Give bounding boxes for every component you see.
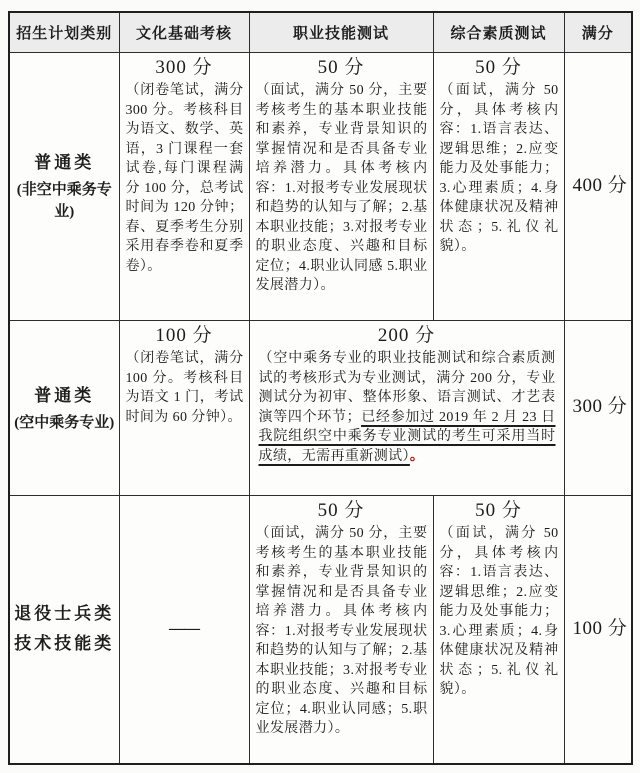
header-cell-skill-test: 职业技能测试 (249, 12, 433, 52)
category-name: 普通类 (34, 385, 95, 405)
description-normal-segment: （空中乘务专业的职业技能测试和综合素质测试的考核形式为专业测试，满分 200 分，专业测试分为初审、整体形象、语言测试、才艺表演等四个环节； (258, 351, 556, 425)
cell-quality-test (433, 495, 564, 764)
cell-quality-test (433, 52, 564, 320)
cell-culture-exam-dash: —— (119, 495, 249, 764)
score-value: 50 分 (317, 499, 365, 521)
cell-skill-test (249, 52, 433, 320)
cell-skill-test (249, 495, 433, 764)
score-description: （面试，满分 50 分，具体考核内容：1.语言表达、逻辑思维；2.应变能力及处事能力；3.心理素质；4.身体健康状况及精神状态；5.礼仪礼貌）。 (439, 526, 559, 698)
cell-full-score: 300 分 (564, 320, 632, 495)
admission-exam-table (8, 11, 633, 765)
score-description: （面试，满分 50 分，主要考核考生的基本职业技能和素养，专业背景知识的掌握情况和是否具备专业培养潜力。具体考核内容：1.对报考专业发展现状和趋势的认知与了解；2.基本职业技能；3.对报考专业的职业态度、兴趣和目标定位；4.职业认同感 5.职业发展潜力）。 (255, 83, 428, 294)
header-row (9, 12, 632, 52)
table-row-veterans-technical (9, 495, 632, 764)
cell-category (9, 320, 119, 495)
score-description: （闭卷笔试，满分 300 分。考核科目为语文、数学、英语，3 门课程一套试卷,每门课程满分 100 分，总考试时间为 120 分钟；春、夏季考生分别采用春季卷和夏季卷）。 (125, 83, 244, 274)
score-value: 50 分 (475, 56, 522, 78)
category-name: 普通类 (34, 153, 95, 173)
category-name-line2: 技术技能类 (14, 634, 115, 654)
cell-culture-exam (119, 320, 249, 495)
header-cell-quality-test: 综合素质测试 (433, 12, 564, 52)
score-value: 50 分 (475, 499, 522, 521)
cell-category (9, 495, 119, 764)
score-value: 300 分 (155, 56, 213, 78)
description-red-period: 。 (409, 448, 425, 464)
score-description: （面试，满分 50 分，主要考核考生的基本职业技能和素养，专业背景知识的掌握情况和是否具备专业培养潜力。具体考核内容：1.对报考专业发展现状和趋势的认知与了解；2.基本职业技能；3.对报考专业的职业态度、兴趣和目标定位；4.职业认同感；5.职业发展潜力）。 (255, 526, 428, 737)
cell-full-score: 100 分 (564, 495, 632, 764)
category-subname: (非空中乘务专业) (16, 181, 112, 221)
cell-culture-exam (119, 52, 249, 320)
score-description: （面试，满分 50 分，具体考核内容：1.语言表达、逻辑思维；2.应变能力及处事能力；3.心理素质；4.身体健康状况及精神状态；5.礼仪礼貌）。 (439, 83, 559, 255)
score-value: 50 分 (317, 56, 365, 78)
table-row-general-cabin-crew (9, 320, 632, 495)
header-cell-category: 招生计划类别 (9, 12, 119, 52)
category-name: 退役士兵类 (14, 603, 115, 623)
score-description (250, 348, 564, 469)
category-subname: (空中乘务专业) (14, 414, 115, 431)
score-value: 100 分 (155, 324, 213, 346)
cell-merged-professional-test (249, 320, 564, 495)
score-description: （闭卷笔试，满分 100 分。考核科目为语文 1 门，考试时间为 60 分钟）。 (125, 351, 244, 425)
table-row-general-non-cabin (9, 52, 632, 320)
cell-full-score: 400 分 (564, 52, 632, 320)
cell-category (9, 52, 119, 320)
header-cell-culture-exam: 文化基础考核 (119, 12, 249, 52)
description-underlined-segment: 已经参加过 2019 年 2 月 23 日我院组织空中乘务专业测试的考生可采用当时成绩，无需再重新测试） (258, 409, 556, 464)
header-cell-full-score: 满分 (564, 12, 632, 52)
score-value: 200 分 (377, 324, 436, 346)
